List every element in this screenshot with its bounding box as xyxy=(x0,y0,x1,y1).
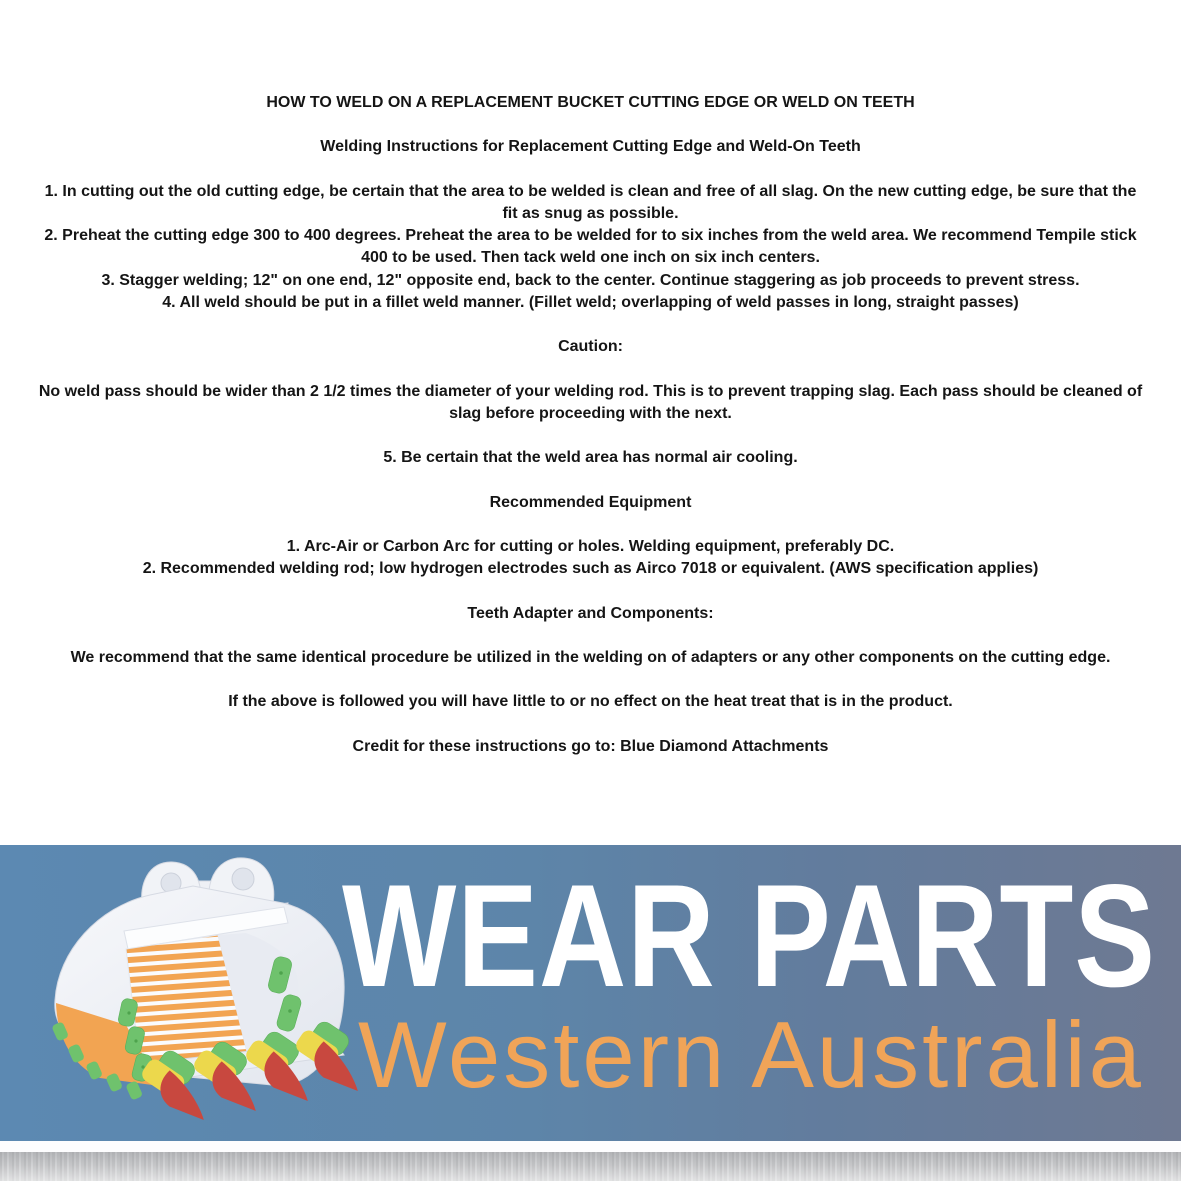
doc-subtitle: Welding Instructions for Replacement Cutting Edge and Weld-On Teeth xyxy=(320,138,861,156)
brand-region: Western Australia xyxy=(358,1002,1144,1107)
doc-line: 1. In cutting out the old cutting edge, be certain that the area to be welded is clean and free of all slag. On the new cutting edge, be sure that the xyxy=(44,182,1137,200)
doc-heat-treat-note xyxy=(0,691,1181,713)
doc-subtitle-block xyxy=(0,136,1181,158)
doc-line: 2. Preheat the cutting edge 300 to 400 degrees. Preheat the area to be welded for to six inches from the weld area. We recommend Tempile stick xyxy=(44,227,1137,245)
doc-line: 400 to be used. Then tack weld one inch on six inch centers. xyxy=(361,249,820,267)
doc-step-5 xyxy=(0,447,1181,469)
doc-line: If the above is followed you will have little to or no effect on the heat treat that is in the product. xyxy=(228,693,953,711)
caution-heading: Caution: xyxy=(558,338,623,356)
doc-credit xyxy=(0,736,1181,758)
brand-banner xyxy=(0,845,1181,1141)
banner-bottom-white-strip xyxy=(0,1141,1181,1152)
doc-equipment-heading-block xyxy=(0,492,1181,514)
adapter-heading: Teeth Adapter and Components: xyxy=(467,604,714,622)
doc-title: HOW TO WELD ON A REPLACEMENT BUCKET CUTTING EDGE OR WELD ON TEETH xyxy=(266,94,915,111)
doc-line: 5. Be certain that the weld area has normal air cooling. xyxy=(383,449,798,467)
credit-line: Credit for these instructions go to: Blue Diamond Attachments xyxy=(352,737,829,755)
doc-title-block xyxy=(0,92,1181,114)
doc-caution-heading-block xyxy=(0,336,1181,358)
doc-line: 3. Stagger welding; 12" on one end, 12" opposite end, back to the center. Continue staggering as job proceeds to prevent stress. xyxy=(101,271,1080,289)
doc-line: 1. Arc-Air or Carbon Arc for cutting or holes. Welding equipment, preferably DC. xyxy=(286,537,895,555)
equipment-heading: Recommended Equipment xyxy=(489,493,692,511)
excavator-bucket-logo xyxy=(28,853,358,1141)
doc-equipment-items xyxy=(0,536,1181,580)
doc-steps-1-4 xyxy=(0,181,1181,314)
doc-line: No weld pass should be wider than 2 1/2 times the diameter of your welding rod. This is to prevent trapping slag. Each pass should be cleaned of xyxy=(38,382,1143,400)
doc-line: slag before proceeding with the next. xyxy=(449,404,732,422)
doc-adapter-body xyxy=(0,647,1181,669)
doc-line: fit as snug as possible. xyxy=(502,204,679,222)
doc-line: 2. Recommended welding rod; low hydrogen electrodes such as Airco 7018 or equivalent. (AWS specification applies) xyxy=(142,560,1039,578)
doc-adapter-heading-block xyxy=(0,603,1181,625)
doc-line: 4. All weld should be put in a fillet weld manner. (Fillet weld; overlapping of weld passes in long, straight passes) xyxy=(162,293,1019,311)
bottom-texture-bar xyxy=(0,1152,1181,1181)
doc-line: We recommend that the same identical procedure be utilized in the welding on of adapters or any other components on the cutting edge. xyxy=(70,648,1111,666)
brand-name: WEAR PARTS xyxy=(342,854,1156,1017)
doc-caution-body xyxy=(0,381,1181,425)
